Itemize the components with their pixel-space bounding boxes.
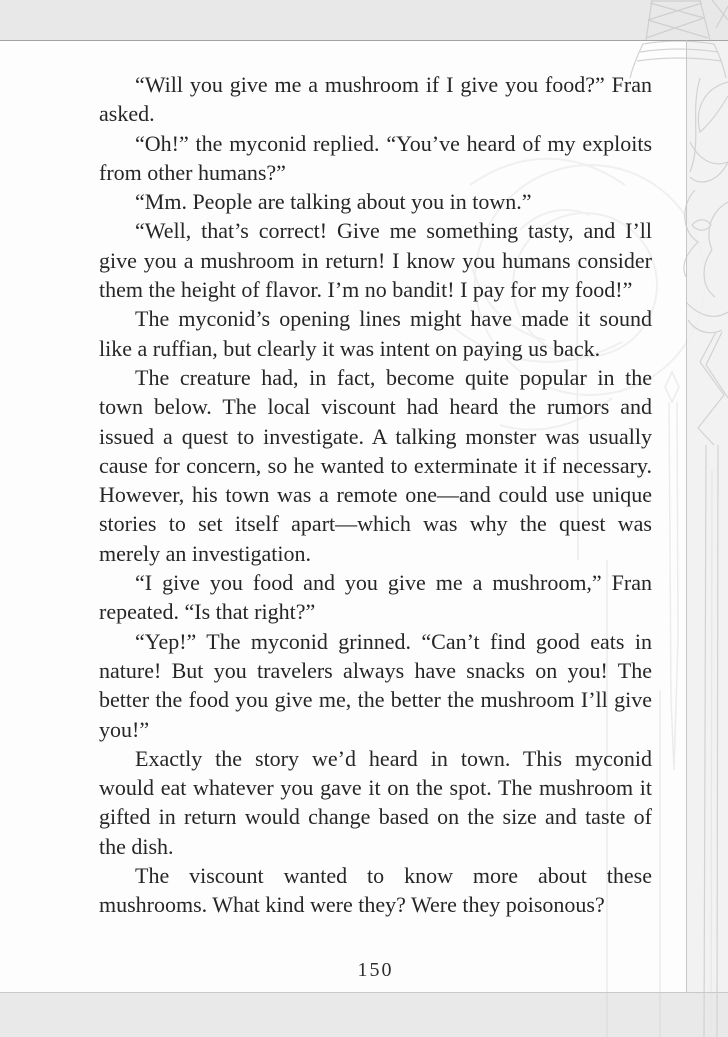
paragraph: Exactly the story we’d heard in town. This myconid would eat whatever you gave it on the spot. The mushroom it gifted in return would change based on the size and taste of the dish. xyxy=(99,745,652,859)
paragraph: “Mm. People are talking about you in town.” xyxy=(135,189,532,215)
text-block xyxy=(99,70,652,920)
paragraph: The creature had, in fact, become quite popular in the town below. The local viscount had heard the rumors and issued a quest to investigate. A talking monster was usually cause for concern, so he wanted to exterminate it if necessary. However, his town was a remote one—and could use unique stories to set itself apart—which was why the quest was merely an investigation. xyxy=(99,364,652,566)
page-bottom-edge xyxy=(0,992,728,1037)
paragraph: “Will you give me a mushroom if I give you food?” Fran asked. xyxy=(99,72,652,127)
faint-sword-blade xyxy=(665,372,679,770)
paragraph: “Yep!” The myconid grinned. “Can’t find good eats in nature! But you travelers always have snacks on you! The better the food you give me, the better the mushroom I’ll give you!” xyxy=(99,628,652,742)
page-top-edge xyxy=(0,0,728,40)
page-right-margin-strip xyxy=(686,40,728,992)
paragraph: “Oh!” the myconid replied. “You’ve heard of my exploits from other humans?” xyxy=(99,130,652,185)
paragraph: The viscount wanted to know more about these mushrooms. What kind were they? Were they poisonous? xyxy=(99,863,652,918)
page-number: 150 xyxy=(357,959,394,981)
paragraph: “I give you food and you give me a mushroom,” Fran repeated. “Is that right?” xyxy=(99,570,652,625)
paragraph: The myconid’s opening lines might have made it sound like a ruffian, but clearly it was intent on paying us back. xyxy=(99,306,652,361)
paragraph: “Well, that’s correct! Give me something tasty, and I’ll give you a mushroom in return! I know you humans consider them the height of flavor. I’m no bandit! I pay for my food!” xyxy=(99,218,652,303)
